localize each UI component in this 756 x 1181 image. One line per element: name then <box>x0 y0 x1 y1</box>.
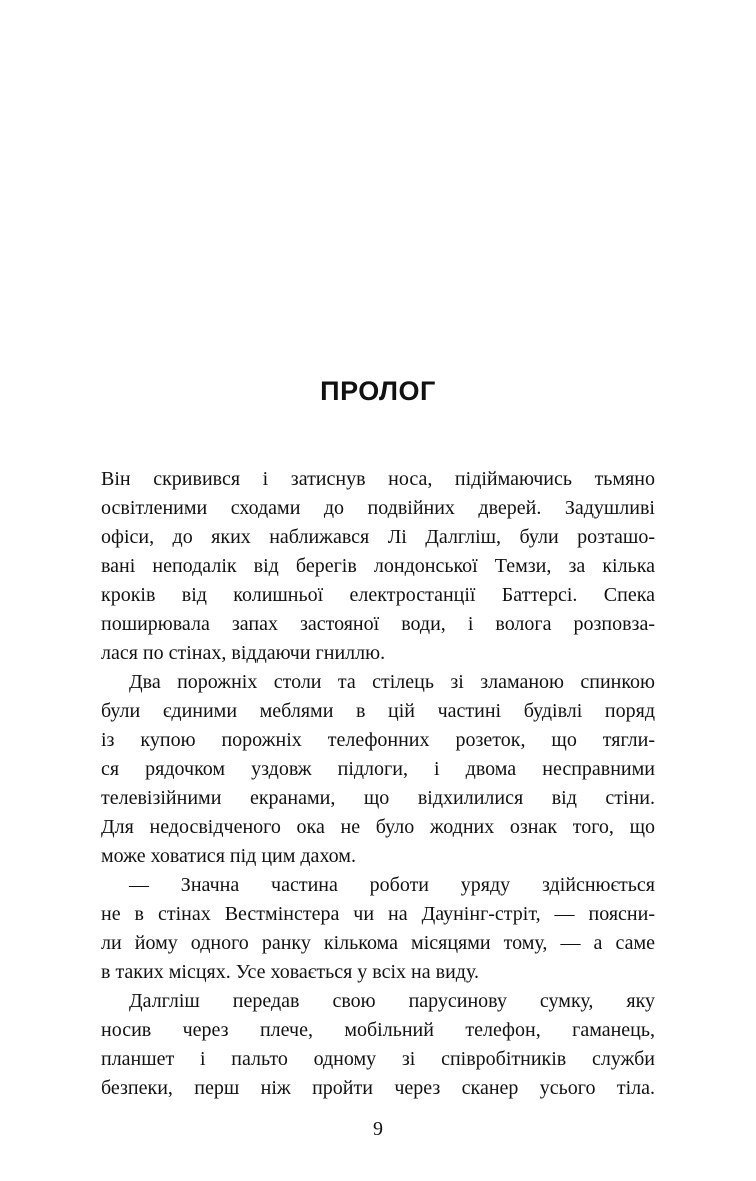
paragraph-3 <box>101 871 655 987</box>
text-line: Для недосвідченого ока не було жодних ознак того, що <box>101 816 655 838</box>
text-line: вані неподалік від берегів лондонської Темзи, за кілька <box>101 555 655 577</box>
text-line: ли йому одного ранку кількома місяцями тому, — а саме <box>101 932 655 954</box>
text-line: поширювала запах застояної води, і волога розповза- <box>101 613 655 635</box>
text-line: Далгліш передав свою парусинову сумку, яку <box>129 990 655 1012</box>
text-line: освітленими сходами до подвійних дверей. Задушливі <box>101 497 655 519</box>
text-line: були єдиними меблями в цій частині будівлі поряд <box>101 700 655 722</box>
text-line: Він скривився і затиснув носа, підіймаючись тьмяно <box>101 468 655 490</box>
text-line: може ховатися під цим дахом. <box>101 845 356 867</box>
text-line: не в стінах Вестмінстера чи на Даунінг-стріт, — поясни- <box>101 903 655 925</box>
paragraph-1 <box>101 465 655 668</box>
text-line: безпеки, перш ніж пройти через сканер усього тіла. <box>101 1077 655 1099</box>
text-line: носив через плече, мобільний телефон, гаманець, <box>101 1019 655 1041</box>
page-number: 9 <box>373 1118 383 1140</box>
text-line: із купою порожніх телефонних розеток, що тягли- <box>101 729 655 751</box>
text-line: кроків від колишньої електростанції Баттерсі. Спека <box>101 584 655 606</box>
paragraph-4 <box>101 987 655 1103</box>
text-line: в таких місцях. Усе ховається у всіх на виду. <box>101 961 479 983</box>
paragraph-2 <box>101 668 655 871</box>
text-line: телевізійними екранами, що відхилилися від стіни. <box>101 787 655 809</box>
text-line: офіси, до яких наближався Лі Далгліш, були розташо- <box>101 526 655 548</box>
text-line: лася по стінах, віддаючи гниллю. <box>101 642 386 664</box>
body-text <box>101 465 655 1103</box>
text-line: Два порожніх столи та стілець зі зламаною спинкою <box>129 671 655 693</box>
text-line: ся рядочком уздовж підлоги, і двома несправними <box>101 758 655 780</box>
chapter-title: ПРОЛОГ <box>320 376 436 406</box>
text-line: — Значна частина роботи уряду здійснюється <box>129 874 655 896</box>
text-line: планшет і пальто одному зі співробітників служби <box>101 1048 655 1070</box>
